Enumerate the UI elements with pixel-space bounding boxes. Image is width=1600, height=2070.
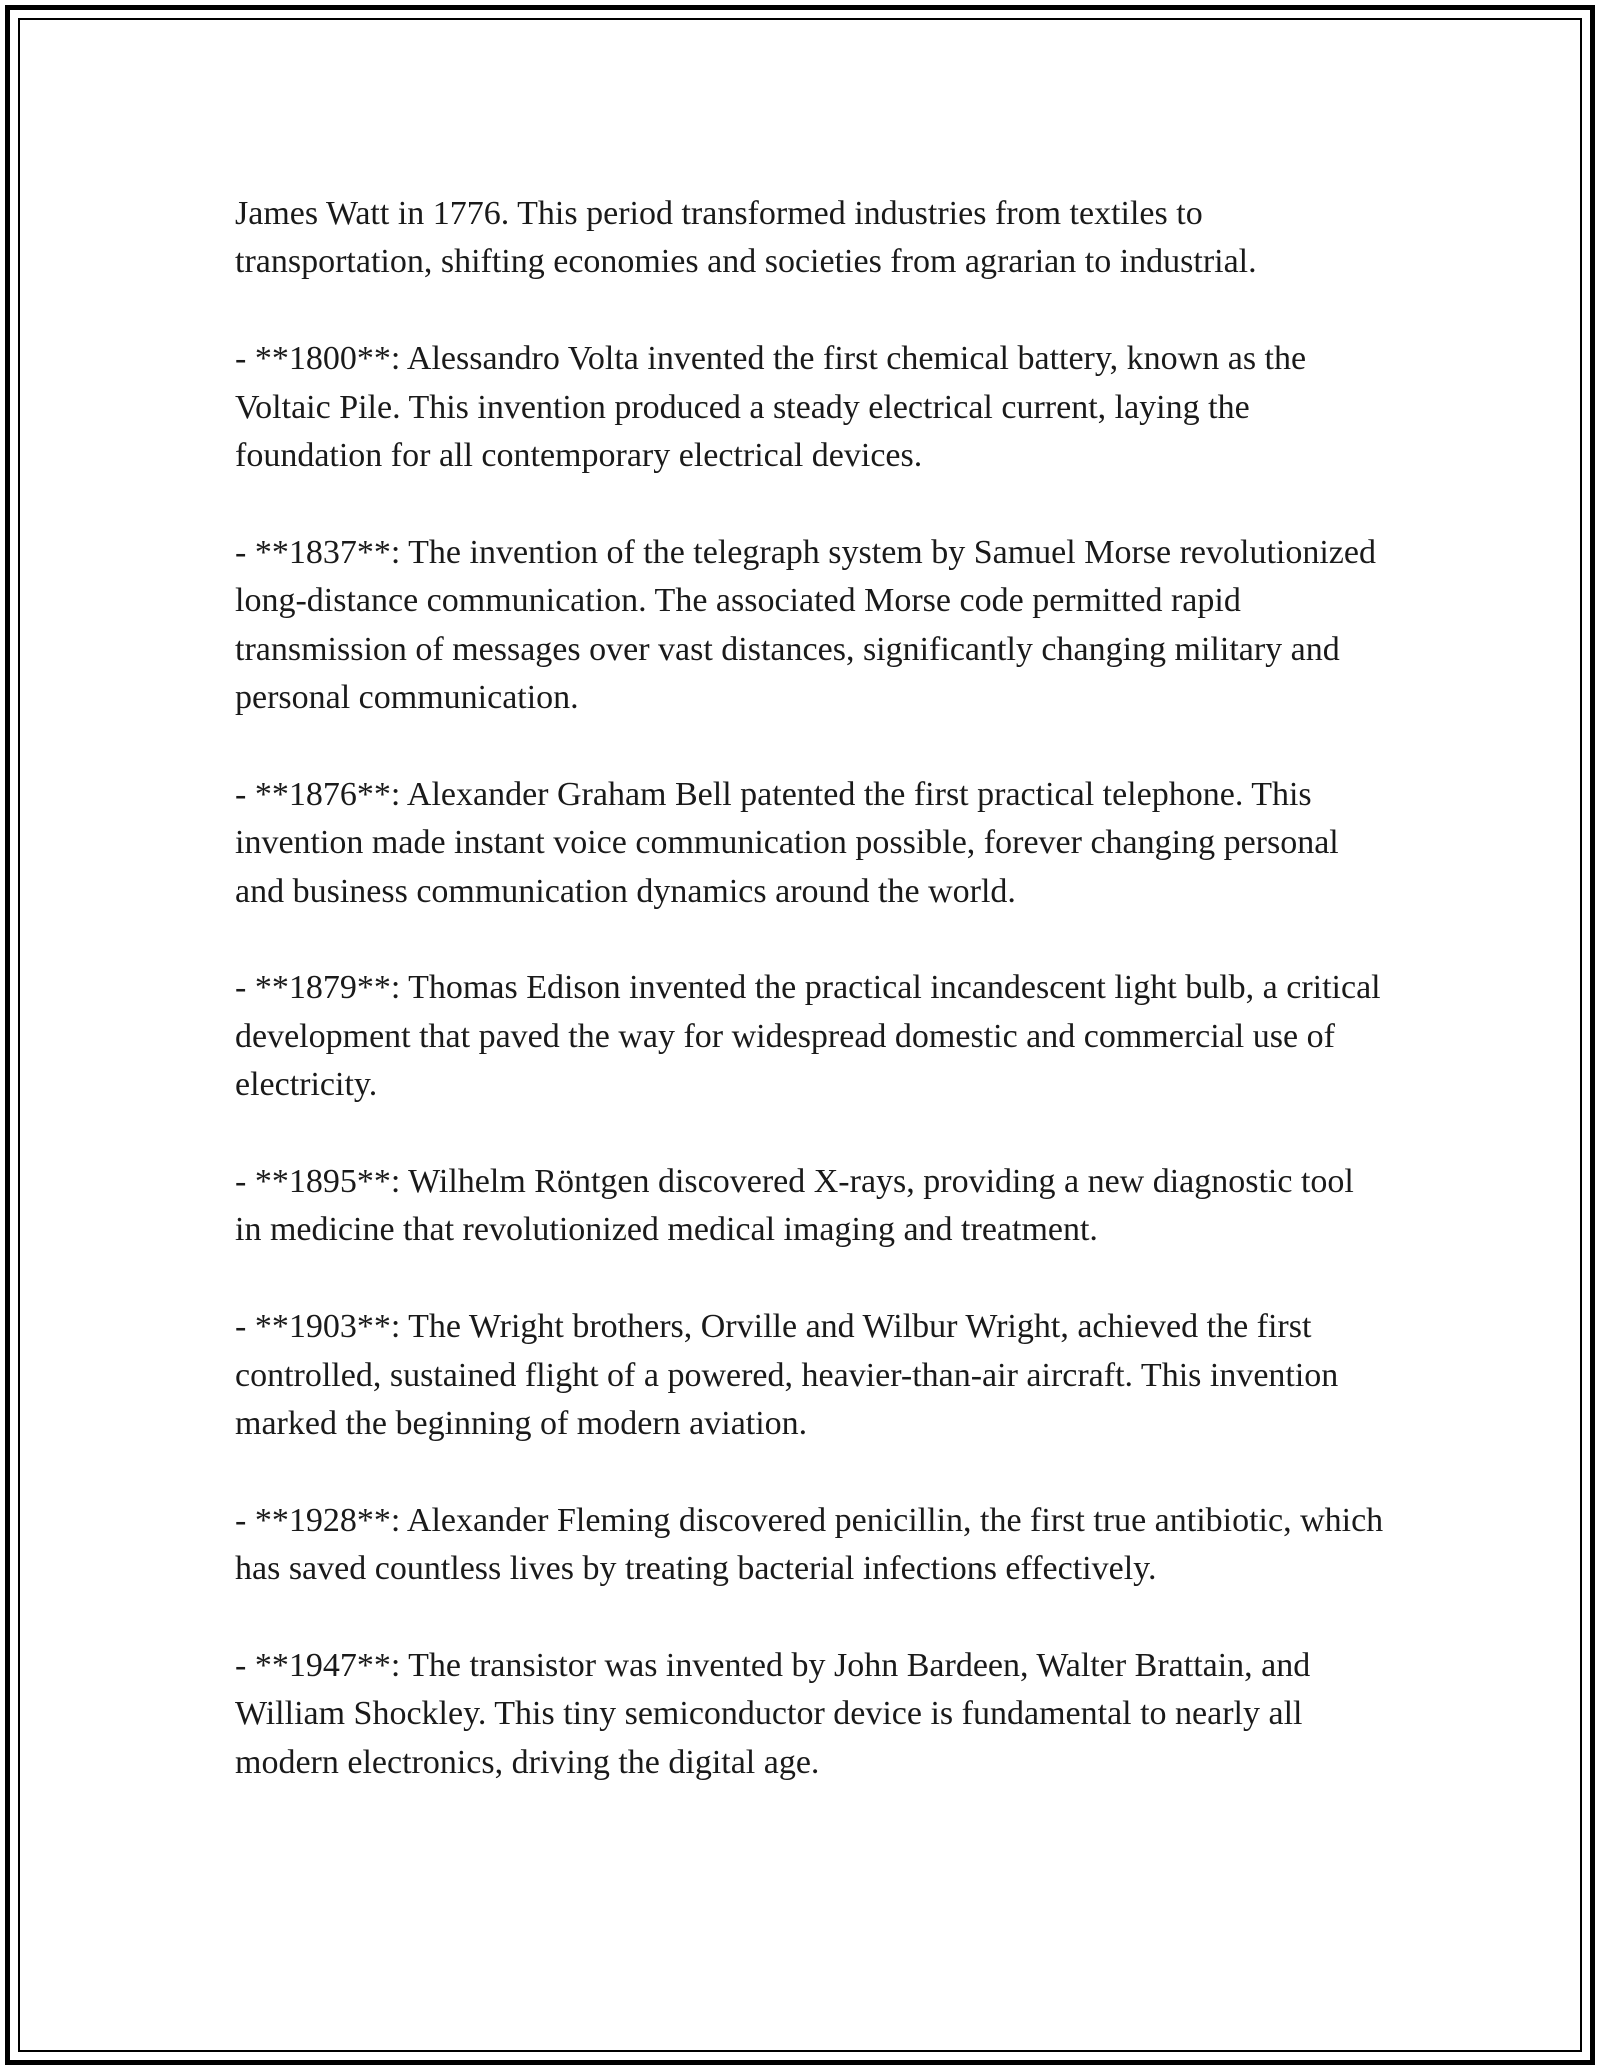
paragraph-1895-x-rays: - **1895**: Wilhelm Röntgen discovered X-rays, providing a new diagnostic tool in medicine that revolutionized medical imaging and treatment. <box>235 1163 1354 1249</box>
paragraph-1947-transistor: - **1947**: The transistor was invented by John Bardeen, Walter Brattain, and William Shockley. This tiny semiconductor device is fundamental to nearly all modern electronics, driving the digital age. <box>235 1647 1311 1781</box>
paragraph-1903-flight: - **1903**: The Wright brothers, Orville and Wilbur Wright, achieved the first controlled, sustained flight of a powered, heavier-than-air aircraft. This invention marked the beginning of modern aviation. <box>235 1308 1339 1443</box>
paragraph-1800-battery: - **1800**: Alessandro Volta invented the first chemical battery, known as the Voltaic Pile. This invention produced a steady electrical current, laying the foundation for all contemporary electrical devices. <box>235 340 1307 475</box>
paragraph-1928-penicillin: - **1928**: Alexander Fleming discovered penicillin, the first true antibiotic, which has saved countless lives by treating bacterial infections effectively. <box>235 1501 1384 1588</box>
paragraph-1876-telephone: - **1876**: Alexander Graham Bell patented the first practical telephone. This invention made instant voice communication possible, forever changing personal and business communication dynamics around the world. <box>235 775 1339 910</box>
paragraph-intro-continuation: James Watt in 1776. This period transformed industries from textiles to transportation, shifting economies and societies from agrarian to industrial. <box>235 195 1257 281</box>
paragraph-1879-light-bulb: - **1879**: Thomas Edison invented the practical incandescent light bulb, a critical development that paved the way for widespread domestic and commercial use of electricity. <box>235 969 1381 1104</box>
paragraph-1837-telegraph: - **1837**: The invention of the telegraph system by Samuel Morse revolutionized long-distance communication. The associated Morse code permitted rapid transmission of messages over vast distances, significantly changing military and personal communication. <box>235 533 1376 717</box>
document-body <box>235 190 1385 1836</box>
